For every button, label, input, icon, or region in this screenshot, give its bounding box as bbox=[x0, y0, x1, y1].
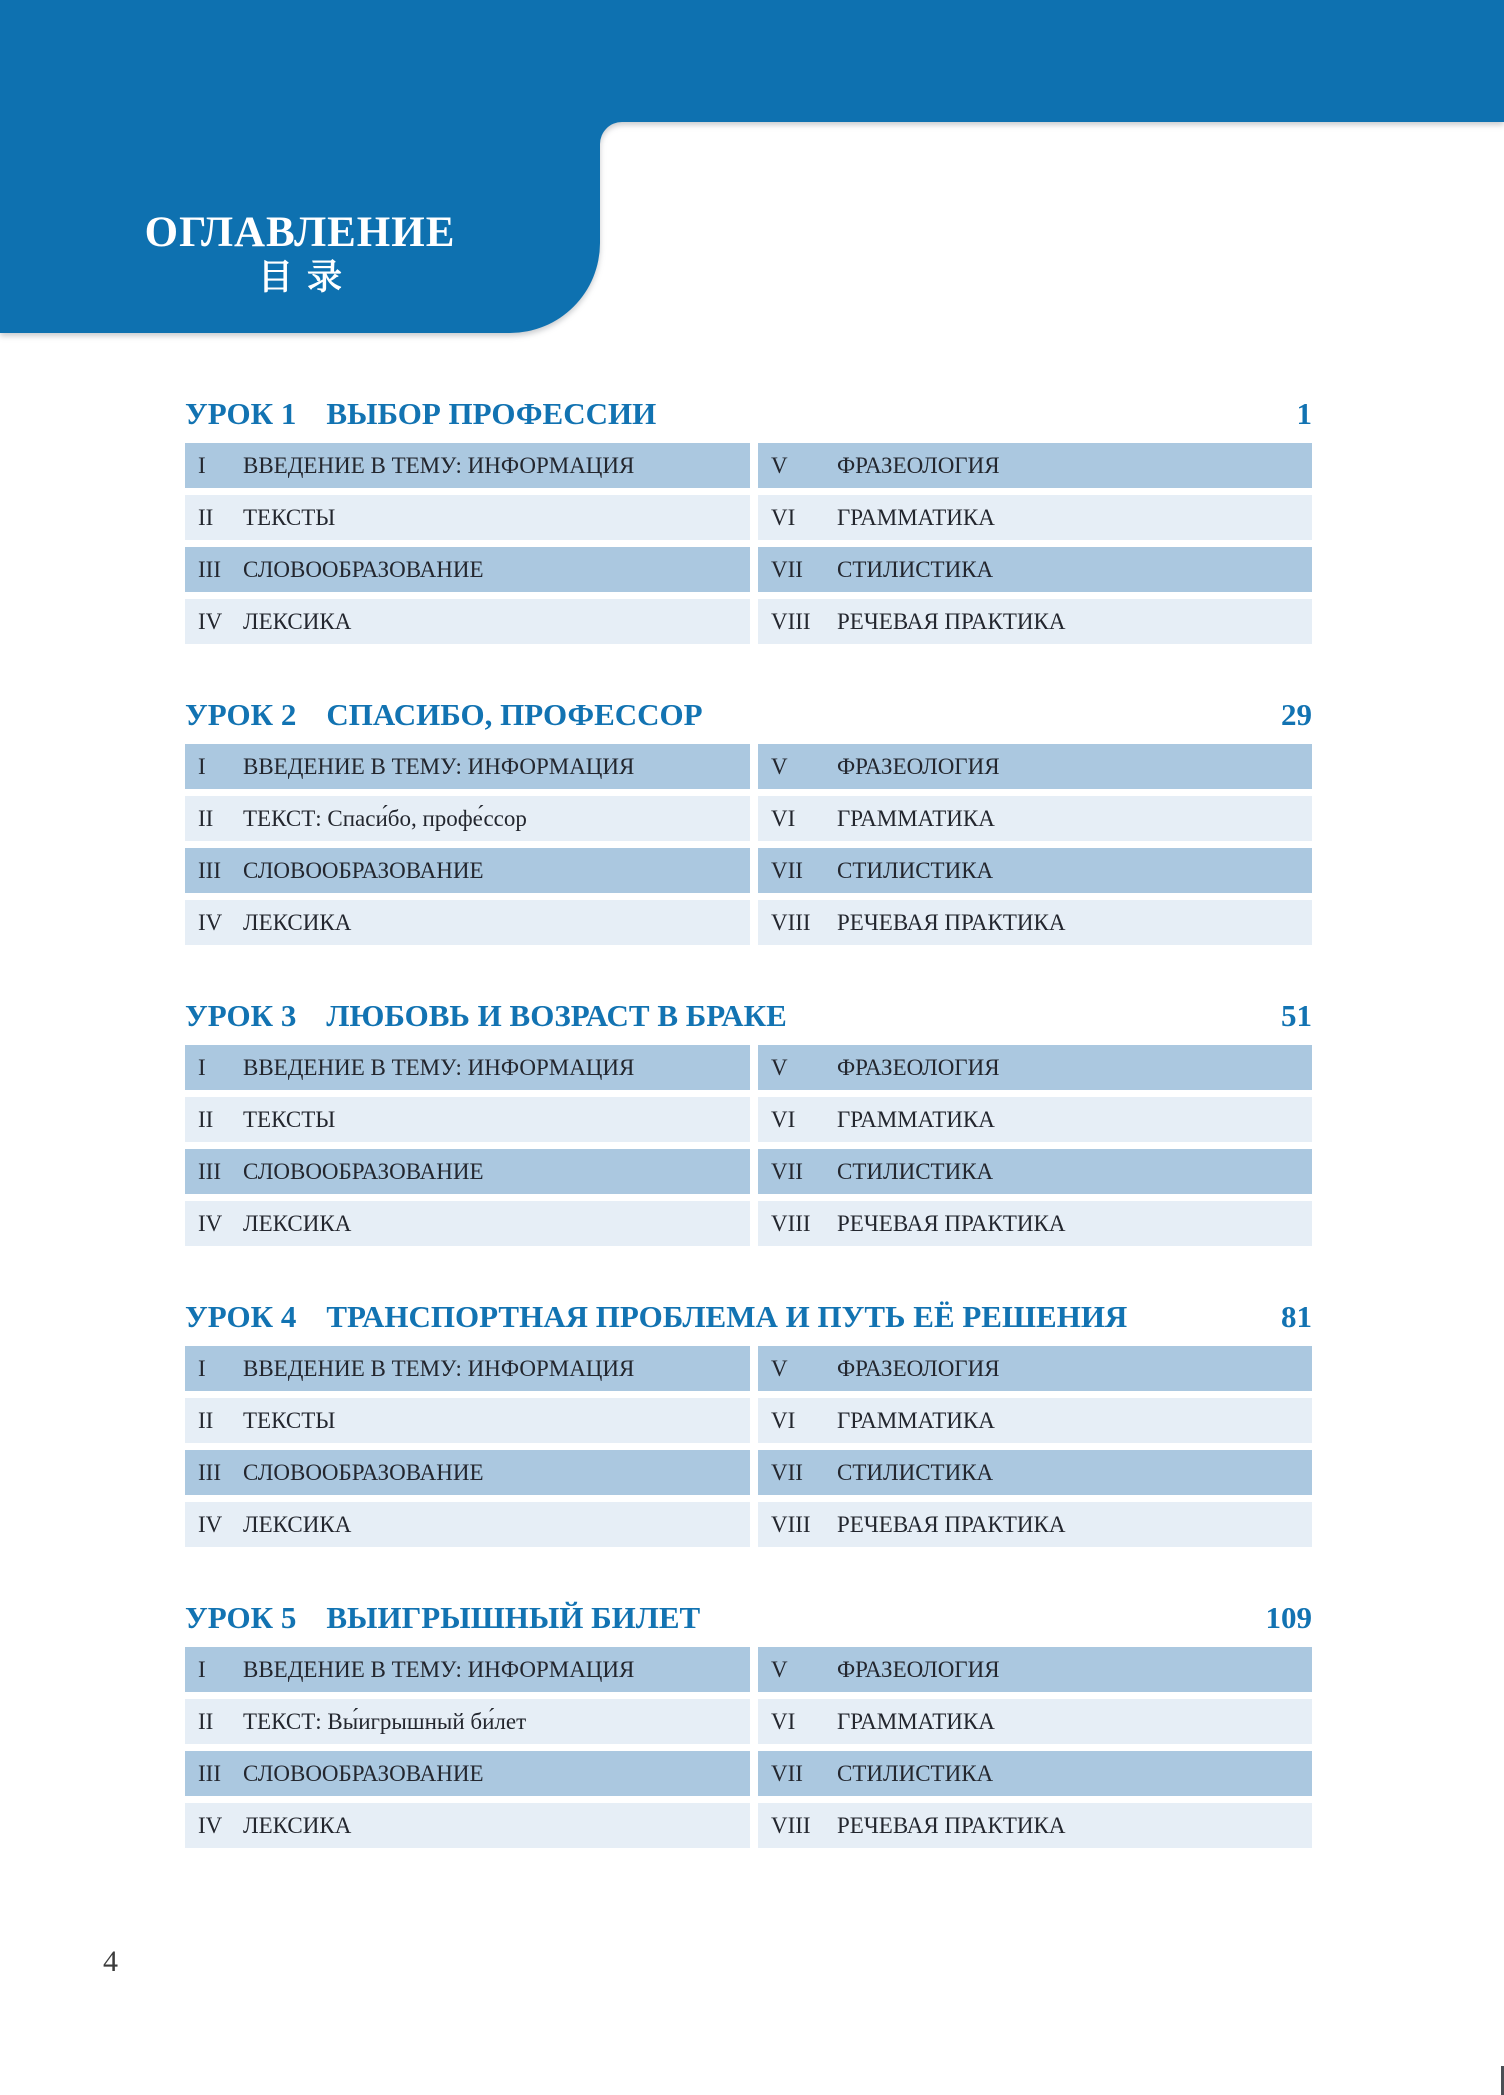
item-numeral: IV bbox=[198, 1211, 223, 1236]
toc-cell-left bbox=[185, 796, 750, 841]
item-text: ВВЕДЕНИЕ В ТЕМУ: ИНФОРМАЦИЯ bbox=[243, 1055, 635, 1080]
item-text: ТЕКСТЫ bbox=[243, 1107, 336, 1132]
toc-cell-right bbox=[758, 1045, 1312, 1090]
lesson-title: ВЫБОР ПРОФЕССИИ bbox=[326, 396, 657, 431]
lesson-heading bbox=[185, 698, 1312, 744]
toc-row bbox=[185, 1045, 1312, 1090]
item-text: СТИЛИСТИКА bbox=[837, 557, 994, 582]
lesson-label: УРОК 1 bbox=[185, 396, 297, 431]
item-text: ВВЕДЕНИЕ В ТЕМУ: ИНФОРМАЦИЯ bbox=[243, 453, 635, 478]
item-numeral: V bbox=[771, 1657, 788, 1682]
folio-page-number: 4 bbox=[103, 1945, 118, 1978]
lesson-table bbox=[185, 744, 1312, 945]
item-numeral: II bbox=[198, 806, 214, 831]
toc-row bbox=[185, 796, 1312, 841]
item-numeral: IV bbox=[198, 1813, 223, 1838]
item-numeral: V bbox=[771, 1356, 788, 1381]
lesson-section bbox=[185, 1300, 1312, 1547]
item-numeral: II bbox=[198, 505, 214, 530]
lesson-title: ВЫИГРЫШНЫЙ БИЛЕТ bbox=[326, 1600, 701, 1635]
toc-cell-right bbox=[758, 443, 1312, 488]
item-numeral: V bbox=[771, 1055, 788, 1080]
item-text: ФРАЗЕОЛОГИЯ bbox=[837, 754, 1000, 779]
toc-row bbox=[185, 744, 1312, 789]
item-text: ФРАЗЕОЛОГИЯ bbox=[837, 1657, 1000, 1682]
item-numeral: VI bbox=[771, 505, 796, 530]
toc-cell-left bbox=[185, 547, 750, 592]
toc-row bbox=[185, 1450, 1312, 1495]
lesson-heading bbox=[185, 999, 1312, 1045]
item-numeral: VIII bbox=[771, 1211, 811, 1236]
toc-cell-right bbox=[758, 1647, 1312, 1692]
item-numeral: III bbox=[198, 557, 221, 582]
item-numeral: V bbox=[771, 754, 788, 779]
item-text: ФРАЗЕОЛОГИЯ bbox=[837, 1356, 1000, 1381]
item-text: ГРАММАТИКА bbox=[837, 505, 995, 530]
toc-row bbox=[185, 1346, 1312, 1391]
lesson-section bbox=[185, 1601, 1312, 1848]
lesson-title: ТРАНСПОРТНАЯ ПРОБЛЕМА И ПУТЬ ЕЁ РЕШЕНИЯ bbox=[326, 1299, 1128, 1334]
toc-cell-left bbox=[185, 1699, 750, 1744]
item-text: СЛОВООБРАЗОВАНИЕ bbox=[243, 557, 484, 582]
toc-row bbox=[185, 1699, 1312, 1744]
lesson-title: СПАСИБО, ПРОФЕССОР bbox=[326, 697, 703, 732]
toc-cell-left bbox=[185, 900, 750, 945]
item-text: ВВЕДЕНИЕ В ТЕМУ: ИНФОРМАЦИЯ bbox=[243, 1657, 635, 1682]
item-numeral: I bbox=[198, 754, 206, 779]
item-numeral: VII bbox=[771, 557, 803, 582]
item-text: СТИЛИСТИКА bbox=[837, 1761, 994, 1786]
item-text: СЛОВООБРАЗОВАНИЕ bbox=[243, 858, 484, 883]
lesson-title: ЛЮБОВЬ И ВОЗРАСТ В БРАКЕ bbox=[326, 998, 787, 1033]
item-numeral: IV bbox=[198, 1512, 223, 1537]
toc-row bbox=[185, 1398, 1312, 1443]
item-numeral: II bbox=[198, 1709, 214, 1734]
item-text: ЛЕКСИКА bbox=[243, 910, 352, 935]
item-numeral: VII bbox=[771, 1460, 803, 1485]
item-text: ГРАММАТИКА bbox=[837, 1408, 995, 1433]
toc-cell-right bbox=[758, 1502, 1312, 1547]
lesson-label: УРОК 3 bbox=[185, 998, 297, 1033]
item-numeral: VIII bbox=[771, 910, 811, 935]
toc-cell-right bbox=[758, 495, 1312, 540]
toc-cell-right bbox=[758, 1149, 1312, 1194]
item-text: ТЕКСТЫ bbox=[243, 505, 336, 530]
item-numeral: II bbox=[198, 1107, 214, 1132]
toc-row bbox=[185, 1647, 1312, 1692]
toc-cell-left bbox=[185, 443, 750, 488]
page-title-russian: ОГЛАВЛЕНИЕ bbox=[144, 209, 456, 256]
toc-cell-right bbox=[758, 1450, 1312, 1495]
item-numeral: VI bbox=[771, 1107, 796, 1132]
header-titles bbox=[0, 0, 600, 333]
item-numeral: VI bbox=[771, 806, 796, 831]
item-numeral: VIII bbox=[771, 1813, 811, 1838]
item-text: ЛЕКСИКА bbox=[243, 609, 352, 634]
item-text: ВВЕДЕНИЕ В ТЕМУ: ИНФОРМАЦИЯ bbox=[243, 754, 635, 779]
item-text: ВВЕДЕНИЕ В ТЕМУ: ИНФОРМАЦИЯ bbox=[243, 1356, 635, 1381]
item-text: ЛЕКСИКА bbox=[243, 1512, 352, 1537]
toc-row bbox=[185, 1502, 1312, 1547]
item-text: ЛЕКСИКА bbox=[243, 1211, 352, 1236]
item-numeral: VII bbox=[771, 858, 803, 883]
item-numeral: VII bbox=[771, 1761, 803, 1786]
item-text: СТИЛИСТИКА bbox=[837, 858, 994, 883]
page-title-chinese: 目录 bbox=[257, 258, 356, 297]
toc-cell-right bbox=[758, 848, 1312, 893]
item-text: РЕЧЕВАЯ ПРАКТИКА bbox=[837, 1512, 1066, 1537]
item-text: ФРАЗЕОЛОГИЯ bbox=[837, 1055, 1000, 1080]
item-text: СЛОВООБРАЗОВАНИЕ bbox=[243, 1460, 484, 1485]
lesson-section bbox=[185, 999, 1312, 1246]
item-numeral: VI bbox=[771, 1709, 796, 1734]
lesson-page-number: 109 bbox=[1265, 1600, 1312, 1635]
lesson-table bbox=[185, 1647, 1312, 1848]
toc-cell-right bbox=[758, 796, 1312, 841]
item-text: ФРАЗЕОЛОГИЯ bbox=[837, 453, 1000, 478]
toc-row bbox=[185, 1149, 1312, 1194]
toc-row bbox=[185, 900, 1312, 945]
toc-cell-right bbox=[758, 1201, 1312, 1246]
lesson-heading bbox=[185, 397, 1312, 443]
toc-cell-left bbox=[185, 1097, 750, 1142]
toc-cell-left bbox=[185, 1751, 750, 1796]
toc-cell-right bbox=[758, 1751, 1312, 1796]
toc-cell-left bbox=[185, 1647, 750, 1692]
item-text: СЛОВООБРАЗОВАНИЕ bbox=[243, 1761, 484, 1786]
item-numeral: VI bbox=[771, 1408, 796, 1433]
item-text: ТЕКСТ: Спаси́бо, профе́ссор bbox=[243, 806, 527, 831]
toc-cell-left bbox=[185, 1502, 750, 1547]
lesson-heading bbox=[185, 1300, 1312, 1346]
toc-row bbox=[185, 1803, 1312, 1848]
toc-cell-left bbox=[185, 1450, 750, 1495]
toc-content bbox=[185, 397, 1312, 1902]
item-text: ГРАММАТИКА bbox=[837, 1709, 995, 1734]
toc-cell-left bbox=[185, 599, 750, 644]
item-text: ГРАММАТИКА bbox=[837, 806, 995, 831]
toc-cell-left bbox=[185, 1803, 750, 1848]
item-numeral: I bbox=[198, 1055, 206, 1080]
lesson-label: УРОК 4 bbox=[185, 1299, 297, 1334]
item-numeral: III bbox=[198, 1159, 221, 1184]
lesson-page-number: 51 bbox=[1281, 998, 1312, 1033]
lesson-page-number: 29 bbox=[1281, 697, 1312, 732]
toc-cell-left bbox=[185, 744, 750, 789]
item-text: РЕЧЕВАЯ ПРАКТИКА bbox=[837, 1813, 1066, 1838]
item-numeral: II bbox=[198, 1408, 214, 1433]
item-text: ГРАММАТИКА bbox=[837, 1107, 995, 1132]
item-numeral: III bbox=[198, 1460, 221, 1485]
item-text: ТЕКСТ: Вы́игрышный би́лет bbox=[243, 1709, 527, 1734]
item-text: РЕЧЕВАЯ ПРАКТИКА bbox=[837, 1211, 1066, 1236]
lesson-page-number: 1 bbox=[1296, 396, 1312, 431]
item-text: СЛОВООБРАЗОВАНИЕ bbox=[243, 1159, 484, 1184]
toc-cell-right bbox=[758, 1346, 1312, 1391]
toc-row bbox=[185, 547, 1312, 592]
toc-row bbox=[185, 599, 1312, 644]
item-numeral: I bbox=[198, 1356, 206, 1381]
toc-cell-left bbox=[185, 495, 750, 540]
toc-cell-left bbox=[185, 1201, 750, 1246]
item-text: ТЕКСТЫ bbox=[243, 1408, 336, 1433]
item-numeral: V bbox=[771, 453, 788, 478]
toc-row bbox=[185, 443, 1312, 488]
item-numeral: III bbox=[198, 858, 221, 883]
toc-cell-left bbox=[185, 1398, 750, 1443]
item-numeral: I bbox=[198, 453, 206, 478]
item-text: СТИЛИСТИКА bbox=[837, 1159, 994, 1184]
toc-row bbox=[185, 848, 1312, 893]
item-numeral: IV bbox=[198, 609, 223, 634]
toc-row bbox=[185, 1201, 1312, 1246]
item-numeral: I bbox=[198, 1657, 206, 1682]
lesson-table bbox=[185, 1346, 1312, 1547]
toc-cell-right bbox=[758, 1803, 1312, 1848]
item-text: СТИЛИСТИКА bbox=[837, 1460, 994, 1485]
item-numeral: IV bbox=[198, 910, 223, 935]
lesson-section bbox=[185, 698, 1312, 945]
lesson-heading bbox=[185, 1601, 1312, 1647]
toc-cell-left bbox=[185, 1045, 750, 1090]
item-text: РЕЧЕВАЯ ПРАКТИКА bbox=[837, 910, 1066, 935]
toc-cell-right bbox=[758, 744, 1312, 789]
lesson-label: УРОК 2 bbox=[185, 697, 297, 732]
toc-cell-left bbox=[185, 1346, 750, 1391]
toc-cell-left bbox=[185, 1149, 750, 1194]
toc-row bbox=[185, 495, 1312, 540]
toc-cell-right bbox=[758, 1398, 1312, 1443]
lesson-table bbox=[185, 1045, 1312, 1246]
lesson-label: УРОК 5 bbox=[185, 1600, 297, 1635]
item-text: ЛЕКСИКА bbox=[243, 1813, 352, 1838]
toc-cell-right bbox=[758, 900, 1312, 945]
toc-row bbox=[185, 1751, 1312, 1796]
toc-cell-right bbox=[758, 547, 1312, 592]
toc-cell-right bbox=[758, 599, 1312, 644]
item-text: РЕЧЕВАЯ ПРАКТИКА bbox=[837, 609, 1066, 634]
toc-row bbox=[185, 1097, 1312, 1142]
toc-cell-right bbox=[758, 1097, 1312, 1142]
toc-cell-left bbox=[185, 848, 750, 893]
toc-cell-right bbox=[758, 1699, 1312, 1744]
lesson-section bbox=[185, 397, 1312, 644]
item-numeral: VII bbox=[771, 1159, 803, 1184]
lesson-page-number: 81 bbox=[1281, 1299, 1312, 1334]
item-numeral: VIII bbox=[771, 609, 811, 634]
item-numeral: VIII bbox=[771, 1512, 811, 1537]
item-numeral: III bbox=[198, 1761, 221, 1786]
lesson-table bbox=[185, 443, 1312, 644]
